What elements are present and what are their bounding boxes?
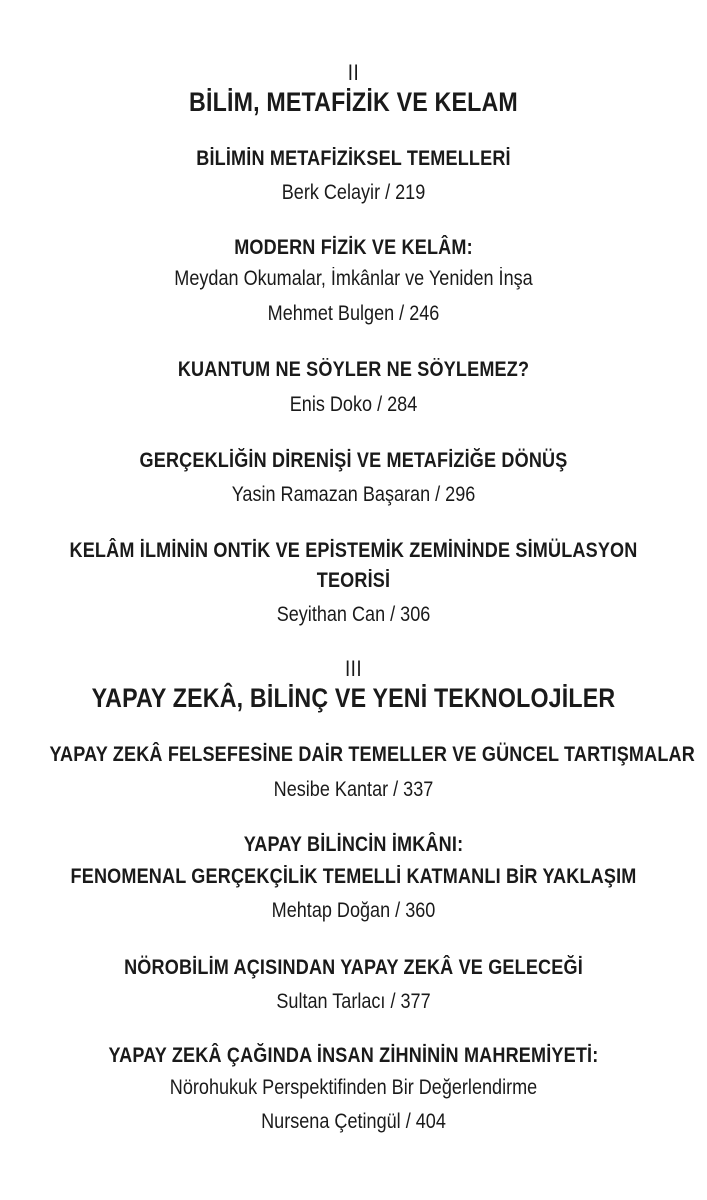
entry-title-continued: FENOMENAL GERÇEKÇİLİK TEMELLİ KATMANLI BİR YAKLAŞIM (70, 865, 637, 888)
entry-title: NÖROBİLİM AÇISINDAN YAPAY ZEKÂ VE GELECEĞİ (124, 956, 583, 979)
entry-author-page: Mehmet Bulgen / 246 (267, 302, 440, 325)
entry-title-continued: TEORİSİ (316, 569, 391, 592)
entry-author-page: Seyithan Can / 306 (276, 603, 431, 626)
entry-title: KELÂM İLMİNİN ONTİK VE EPİSTEMİK ZEMİNİNDE SİMÜLASYON (69, 539, 638, 562)
entry-author-page: Enis Doko / 284 (289, 393, 418, 416)
entry-title: YAPAY ZEKÂ ÇAĞINDA İNSAN ZİHNİNİN MAHREMİYETİ: (108, 1044, 599, 1067)
entry-subtitle: Nörohukuk Perspektifinden Bir Değerlendirme (169, 1076, 538, 1099)
section-title: YAPAY ZEKÂ, BİLİNÇ VE YENİ TEKNOLOJİLER (91, 683, 616, 713)
entry-title: KUANTUM NE SÖYLER NE SÖYLEMEZ? (177, 358, 530, 381)
entry-title: YAPAY BİLİNCİN İMKÂNI: (243, 833, 464, 856)
entry-title: GERÇEKLİĞİN DİRENİŞİ VE METAFİZİĞE DÖNÜŞ (139, 449, 568, 472)
entry-subtitle: Meydan Okumalar, İmkânlar ve Yeniden İnşa (174, 267, 533, 290)
entry-author-page: Berk Celayir / 219 (281, 181, 426, 204)
entry-author-page: Nesibe Kantar / 337 (273, 778, 434, 801)
section-numeral: II (347, 60, 360, 85)
entry-title: MODERN FİZİK VE KELÂM: (234, 236, 473, 259)
entry-author-page: Mehtap Doğan / 360 (271, 899, 436, 922)
section-title: BİLİM, METAFİZİK VE KELAM (189, 87, 518, 117)
entry-author-page: Nursena Çetingül / 404 (261, 1110, 446, 1133)
entry-title: YAPAY ZEKÂ FELSEFESİNE DAİR TEMELLER VE GÜNCEL TARTIŞMALAR (49, 743, 695, 766)
entry-author-page: Yasin Ramazan Başaran / 296 (231, 483, 476, 506)
section-numeral: III (344, 656, 363, 681)
entry-author-page: Sultan Tarlacı / 377 (276, 990, 431, 1013)
entry-title: BİLİMİN METAFİZİKSEL TEMELLERİ (196, 147, 511, 170)
